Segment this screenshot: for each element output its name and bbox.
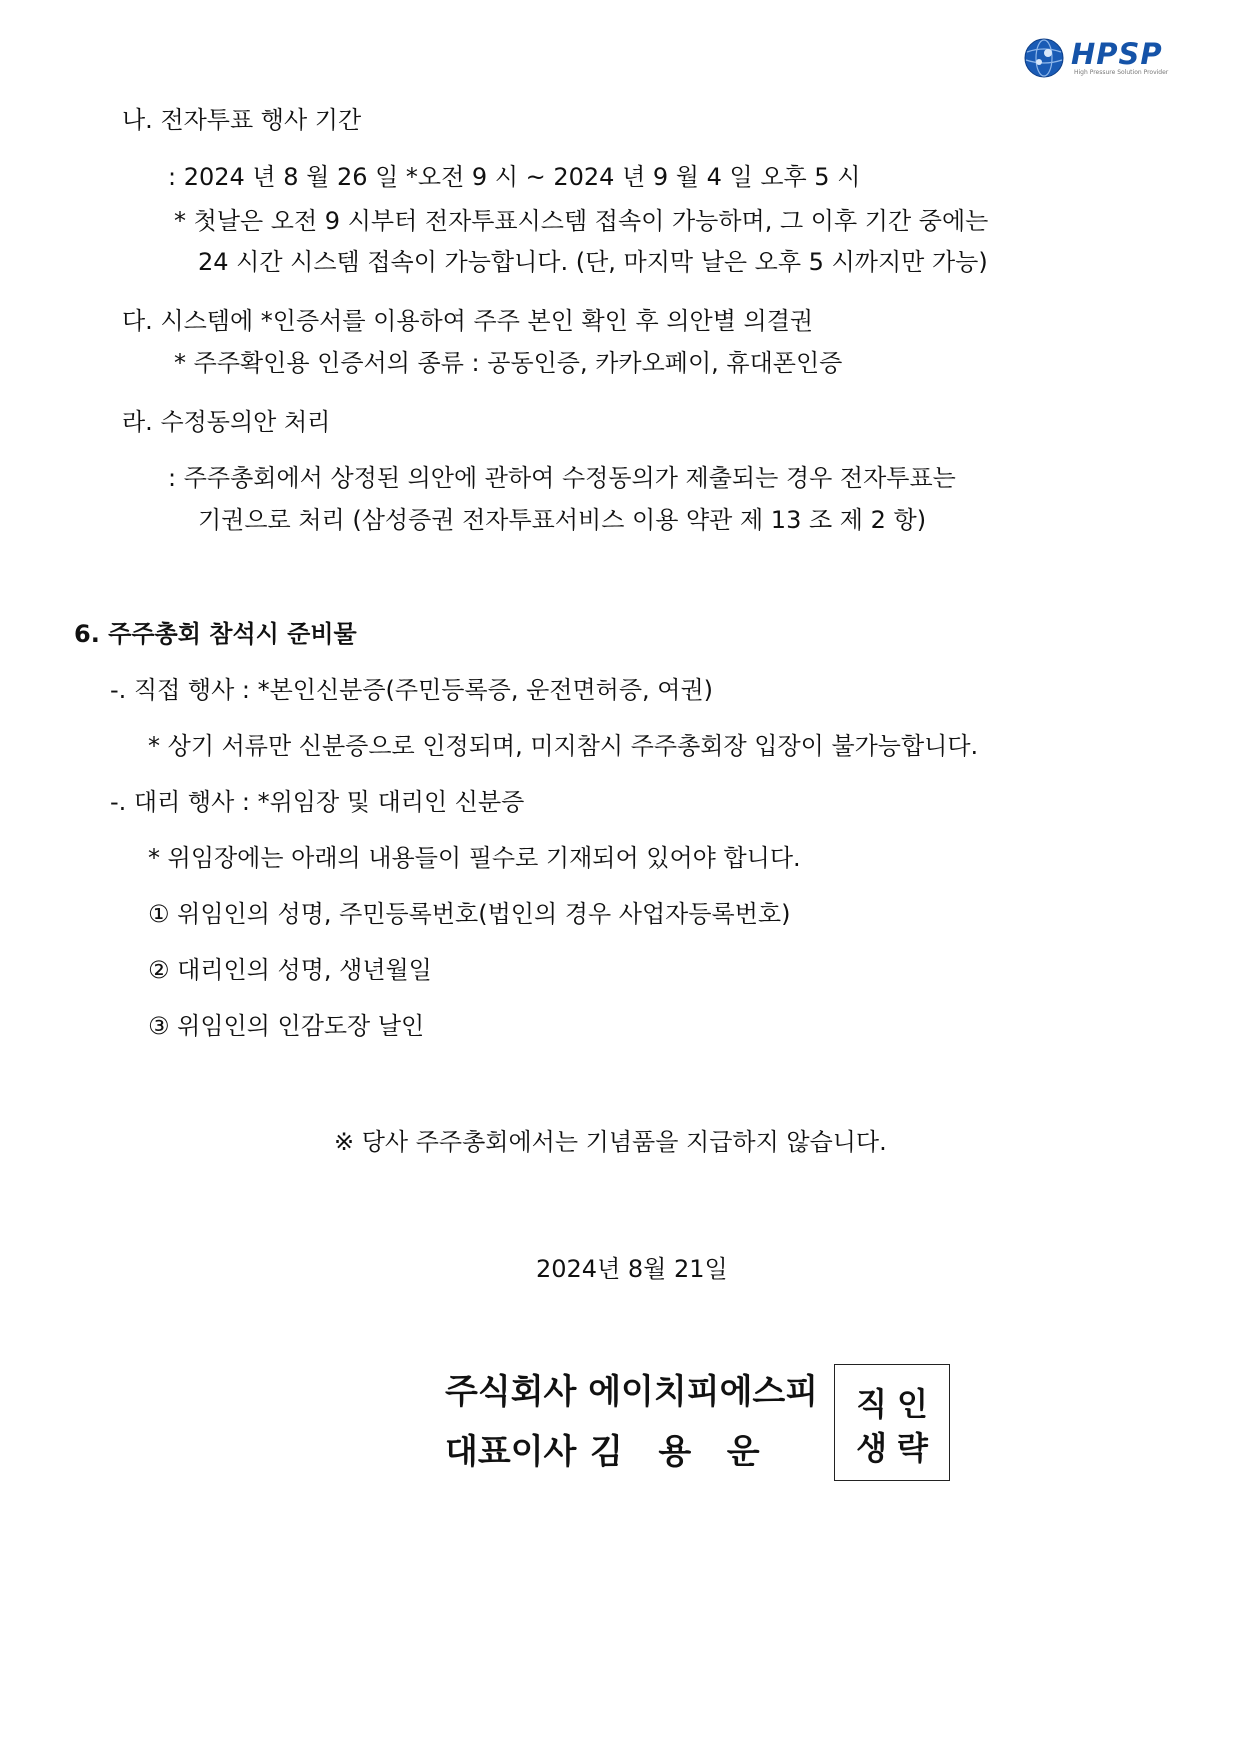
hpsp-logo	[1024, 36, 1174, 80]
proxy-item-3: ③ 위임인의 인감도장 날인	[148, 1012, 425, 1040]
ceo-title: 대표이사	[445, 1432, 577, 1472]
logo-tagline: High Pressure Solution Provider	[1074, 69, 1169, 76]
section-da-heading: 다. 시스템에 *인증서를 이용하여 주주 본인 확인 후 의안별 의결권	[122, 307, 814, 335]
proxy-item-2: ② 대리인의 성명, 생년월일	[148, 956, 432, 984]
direct-exercise: -. 직접 행사 : *본인신분증(주민등록증, 운전면허증, 여권)	[110, 676, 713, 704]
proxy-exercise-note: * 위임장에는 아래의 내용들이 필수로 기재되어 있어야 합니다.	[148, 844, 801, 872]
section-da-note: * 주주확인용 인증서의 종류 : 공동인증, 카카오페이, 휴대폰인증	[174, 349, 843, 377]
proxy-exercise: -. 대리 행사 : *위임장 및 대리인 신분증	[110, 788, 525, 816]
document-date: 2024년 8월 21일	[536, 1255, 728, 1283]
section-na-heading: 나. 전자투표 행사 기간	[122, 106, 362, 134]
seal-omitted-box	[834, 1364, 950, 1481]
section-ra-body-line1: : 주주총회에서 상정된 의안에 관하여 수정동의가 제출되는 경우 전자투표는	[168, 464, 956, 492]
direct-exercise-note: * 상기 서류만 신분증으로 인정되며, 미지참시 주주총회장 입장이 불가능합니다.	[148, 732, 979, 760]
section-na-period: : 2024 년 8 월 26 일 *오전 9 시 ~ 2024 년 9 월 4 일 오후 5 시	[168, 163, 861, 191]
section6-title: 6. 주주총회 참석시 준비물	[74, 620, 357, 648]
section-ra-body-line2: 기권으로 처리 (삼성증권 전자투표서비스 이용 약관 제 13 조 제 2 항)	[198, 506, 927, 534]
stamp-line-2: 생략	[856, 1429, 938, 1467]
ceo-name: 김 용 운	[590, 1432, 760, 1472]
souvenir-notice: ※ 당사 주주총회에서는 기념품을 지급하지 않습니다.	[334, 1128, 887, 1156]
company-name: 주식회사 에이치피에스피	[445, 1372, 819, 1412]
section-na-note-line1: * 첫날은 오전 9 시부터 전자투표시스템 접속이 가능하며, 그 이후 기간 중에는	[174, 207, 989, 235]
proxy-item-1: ① 위임인의 성명, 주민등록번호(법인의 경우 사업자등록번호)	[148, 900, 791, 928]
section-ra-heading: 라. 수정동의안 처리	[122, 408, 331, 436]
globe-logo-icon	[1024, 38, 1064, 78]
stamp-line-1: 직인	[856, 1385, 938, 1423]
section-na-note-line2: 24 시간 시스템 접속이 가능합니다. (단, 마지막 날은 오후 5 시까지만 가능)	[198, 248, 988, 276]
logo-text: HPSP	[1071, 37, 1163, 71]
